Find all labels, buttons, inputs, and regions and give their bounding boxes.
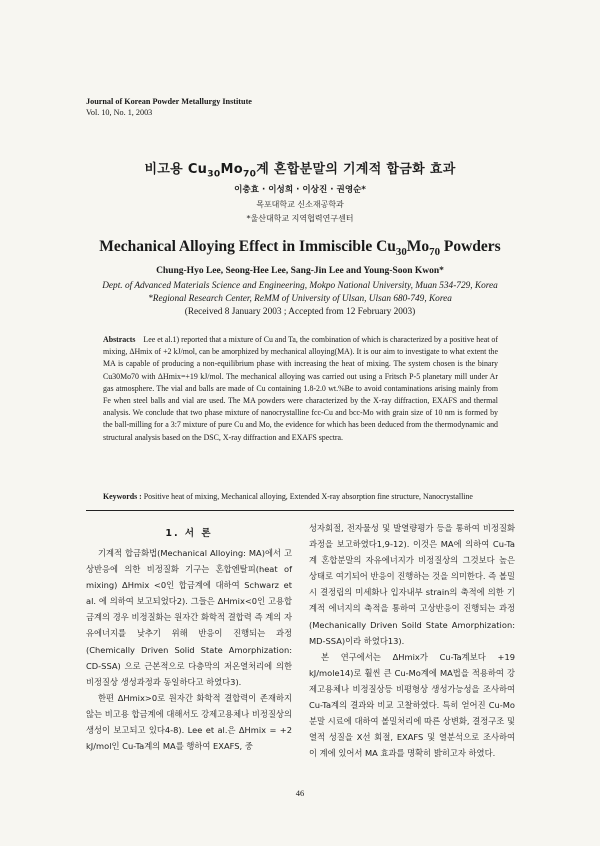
journal-name: Journal of Korean Powder Metallurgy Institute bbox=[86, 97, 252, 106]
english-title: Mechanical Alloying Effect in Immiscible $Cu_{30}Mo_{70}$ Powders bbox=[99, 238, 501, 259]
korean-affiliation-2: *울산대학교 지역협력연구센터 bbox=[246, 214, 354, 223]
english-affiliation-1: Dept. of Advanced Materials Science and Engineering, Mokpo National University, Muan 534-729, Korea bbox=[102, 281, 498, 291]
left-column bbox=[86, 545, 292, 754]
english-authors: Chung-Hyo Lee, Seong-Hee Lee, Sang-Jin Lee and Young-Soon Kwon* bbox=[156, 266, 444, 276]
paragraph: 기계적 합금화법(Mechanical Alloying: MA)에서 고상반응에 의한 비정질화 기구는 혼합엔탈피(heat of mixing) ΔHmix <0인 합금계에 대하여 Schwarz et al. 에 의하여 보고되었다2). 그들은 ΔHmix<0인 고용합금계의 경우 비정질화는 원자간 화학적 결합력 즉 계의 자유에너지를 낮추기 위해 반응이 진행되는 과정(Chemically Driven Solid State Amorphization: CD-SSA) 으로 근본적으로 다층막의 저온열처리에 의한 비정질상 생성과정과 동일하다고 하였다3). bbox=[86, 548, 292, 687]
section-title-introduction: 1. 서 론 bbox=[165, 528, 213, 539]
english-affiliation-2: *Regional Research Center, ReMM of University of Ulsan, Ulsan 680-749, Korea bbox=[148, 294, 452, 304]
paragraph: 본 연구에서는 ΔHmix가 Cu-Ta계보다 +19 kJ/mole14)로 훨씬 큰 Cu-Mo계에 MA법을 적용하여 강제고용체나 비정질상등 비평형상 생성가능성을 조사하여 Cu-Ta계의 결과와 비교 고찰하였다. 특히 얻어진 Cu-Mo 분말 시료에 대하여 볼밀처리에 따른 상변화, 결정구조 및 열적 성질을 X선 회절, EXAFS 및 열분석으로 조사하여 이 계에 있어서 MA 효과를 명확히 밝히고자 하였다. bbox=[309, 651, 515, 759]
journal-header bbox=[86, 97, 252, 118]
received-dates: (Received 8 January 2003 ; Accepted from 12 February 2003) bbox=[184, 307, 416, 317]
right-column bbox=[309, 520, 515, 761]
abstract-heading: Abstracts bbox=[103, 335, 136, 344]
keywords-text: Positive heat of mixing, Mechanical alloying, Extended X-ray absorption fine structure, Nanocrystalline bbox=[143, 492, 473, 501]
abstract bbox=[103, 334, 498, 444]
journal-volume: Vol. 10, No. 1, 2003 bbox=[86, 107, 153, 117]
divider-rule bbox=[86, 510, 514, 511]
paragraph: 한편 ΔHmix>0로 원자간 화학적 결합력이 존재하지 않는 비고용 합금계에 대해서도 강제고용체나 비정질상의 생성이 보고되고 있다4-8). Lee et al.은 ΔHmix = +2 kJ/mol인 Cu-Ta계의 MA를 행하여 EXAFS, 중 bbox=[86, 692, 292, 752]
korean-title: 비고용 $Cu_{30}Mo_{70}$계 혼합분말의 기계적 합금화 효과 bbox=[144, 162, 456, 180]
korean-affiliation-1: 목포대학교 신소재공학과 bbox=[256, 200, 344, 209]
keywords bbox=[103, 492, 498, 501]
korean-authors: 이충효 · 이성희 · 이상진 · 권영순* bbox=[234, 185, 366, 195]
page-number: 46 bbox=[295, 788, 305, 798]
paragraph: 성자회절, 전자물성 및 발열량평가 등을 통하여 비정질화 과정을 보고하였다1,9-12). 이것은 MA에 의하여 Cu-Ta계 혼합분말의 자유에너지가 비정질상의 그것보다 높은 상태로 여기되어 반응이 진행하는 것을 의미한다. 즉 볼밀시 결정립의 미세화나 입자내부 strain의 축적에 의한 기계적 에너지의 축적을 통하여 고상반응이 진행되는 과정(Mechanically Driven Soild State Amorphization: MD-SSA)이라 하였다13). bbox=[309, 523, 515, 646]
keywords-heading: Keywords : bbox=[103, 492, 142, 501]
abstract-text: Lee et al.1) reported that a mixture of Cu and Ta, the combination of which is characterized by a positive heat of mixing, ΔHmix of +2 kJ/mol, can be amorphized by mechanical alloying(MA). It is our aim to investigate to what extent the MA is capable of producing a non-equilibrium phase with increasing the heat of mixing. The system chosen is the binary Cu30Mo70 with ΔHmix=+19 kJ/mol. The mechanical alloying was carried out using a Fritsch P-5 planetary mill under Ar gas atmosphere. The vial and balls are made of Cu containing 1.8-2.0 wt.%Be to avoid contaminations arising mainly from Fe when steel balls and vial are used. The MA powders were characterized by the X-ray diffraction, EXAFS and thermal analysis. We conclude that two phase mixture of nanocrystalline fcc-Cu and bcc-Mo with grain size of 10 nm is formed by the ball-milling for a 3:7 mixture of pure Cu and Mo, the evidence for which has been deduced from the thermodynamic and structural analysis based on the DSC, X-ray diffraction and EXAFS spectra. bbox=[103, 335, 498, 442]
